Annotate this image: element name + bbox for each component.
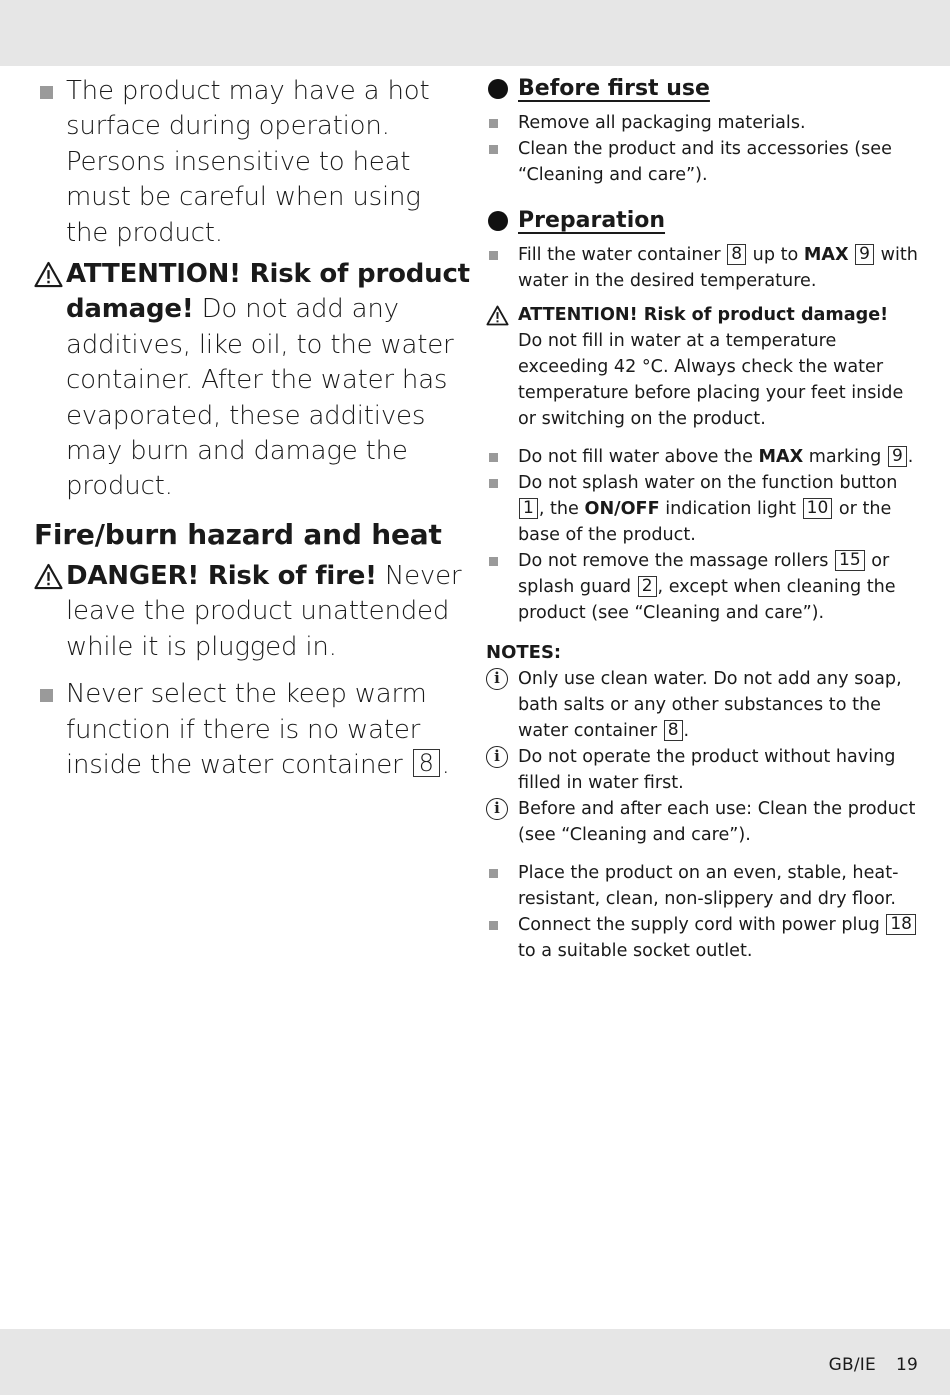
fill-water-item <box>486 242 922 294</box>
list-item-text: Remove all packaging materials. <box>518 113 806 133</box>
on-off-label: ON/OFF <box>584 499 660 519</box>
info-circle-icon: i <box>486 668 508 690</box>
list-item <box>486 110 922 136</box>
text-span: Do not remove the massage rollers <box>518 551 829 571</box>
hot-surface-item <box>34 74 470 251</box>
danger-text: Never leave the product unattended while it is plugged in. <box>66 560 462 662</box>
warning-triangle-icon <box>486 305 509 326</box>
keep-warm-item <box>34 677 470 783</box>
text-span: or the base of the product. <box>518 499 892 545</box>
part-ref-box: 10 <box>803 498 833 519</box>
part-ref-box: 15 <box>835 550 865 571</box>
text-span: Do not operate the product without having filled in water first. <box>518 747 896 793</box>
part-ref-box: 8 <box>413 749 440 777</box>
part-ref-box: 9 <box>855 244 874 265</box>
keep-warm-end: . <box>441 749 450 780</box>
filled-circle-icon <box>488 79 508 99</box>
max-label: MAX <box>803 245 849 265</box>
keep-warm-text: Never select the keep warm function if there is no water inside the water container <box>66 679 427 780</box>
list-item <box>486 444 922 470</box>
danger-heading: DANGER! Risk of fire! <box>66 560 377 591</box>
square-bullet-icon <box>40 86 53 99</box>
before-first-use-section <box>486 74 922 106</box>
part-ref-box: 8 <box>727 244 746 265</box>
note-item <box>486 744 922 796</box>
info-circle-icon: i <box>486 746 508 768</box>
square-bullet-icon <box>489 251 498 260</box>
text-span: to a suitable socket outlet. <box>518 941 753 961</box>
square-bullet-icon <box>489 921 498 930</box>
attention-text: Do not fill in water at a temperature exceeding 42 °C. Always check the water temperature before placing your feet inside or switching on the product. <box>518 331 904 429</box>
danger-block <box>34 559 470 665</box>
list-item <box>486 136 922 188</box>
square-bullet-icon <box>489 453 498 462</box>
list-item-text: Clean the product and its accessories (see “Cleaning and care”). <box>518 139 892 185</box>
text-span: Place the product on an even, stable, heat-resistant, clean, non-slippery and dry floor. <box>518 863 899 909</box>
attention-heading: ATTENTION! Risk of product damage! <box>518 305 889 325</box>
notes-heading: NOTES: <box>486 642 562 663</box>
attention-block <box>486 302 922 432</box>
left-column <box>34 74 470 783</box>
text-span: Before and after each use: Clean the product (see “Cleaning and care”). <box>518 799 916 845</box>
text-span: Only use clean water. Do not add any soap, bath salts or any other substances to the water container <box>518 669 902 741</box>
part-ref-box: 8 <box>664 720 683 741</box>
text-span: or splash guard <box>518 551 890 597</box>
square-bullet-icon <box>489 869 498 878</box>
max-label: MAX <box>758 447 804 467</box>
warning-triangle-icon <box>34 563 63 590</box>
text-span: marking <box>808 447 882 467</box>
info-circle-icon: i <box>486 798 508 820</box>
right-column <box>486 74 922 964</box>
square-bullet-icon <box>489 557 498 566</box>
footer-band <box>0 1329 950 1395</box>
header-band <box>0 0 950 66</box>
filled-circle-icon <box>488 211 508 231</box>
attention-text: Do not add any additives, like oil, to the water container. After the water has evaporated, these additives may burn and damage the product. <box>66 294 454 502</box>
hot-surface-text: The product may have a hot surface during operation. Persons insensitive to heat must be careful when using the product. <box>66 76 430 248</box>
part-ref-box: 2 <box>638 576 657 597</box>
attention-heading: ATTENTION! Risk of product damage! <box>66 259 470 325</box>
fire-hazard-heading: Fire/burn hazard and heat <box>34 517 442 551</box>
square-bullet-icon <box>40 689 53 702</box>
text-span: indication light <box>665 499 797 519</box>
text-span: with water in the desired temperature. <box>518 245 918 291</box>
square-bullet-icon <box>489 145 498 154</box>
text-span: Connect the supply cord with power plug <box>518 915 880 935</box>
list-item <box>486 860 922 912</box>
text-span: . <box>683 721 690 741</box>
text-span: . <box>907 447 914 467</box>
before-first-use-title: Before first use <box>518 76 710 101</box>
page-footer <box>829 1355 918 1375</box>
text-span: Do not splash water on the function button <box>518 473 898 493</box>
text-span: Fill the water container <box>518 245 721 265</box>
list-item <box>486 470 922 548</box>
note-item <box>486 796 922 848</box>
text-span: Do not fill water above the <box>518 447 753 467</box>
warning-triangle-icon <box>34 261 63 288</box>
page-number: 19 <box>895 1355 918 1375</box>
list-item <box>486 912 922 964</box>
square-bullet-icon <box>489 119 498 128</box>
language-code: GB/IE <box>828 1355 876 1375</box>
part-ref-box: 9 <box>888 446 907 467</box>
text-span: up to <box>752 245 799 265</box>
square-bullet-icon <box>489 479 498 488</box>
text-span: , the <box>538 499 579 519</box>
preparation-section <box>486 206 922 238</box>
list-item <box>486 548 922 626</box>
text-span: , except when cleaning the product (see “Cleaning and care”). <box>518 577 896 623</box>
preparation-title: Preparation <box>518 208 666 233</box>
part-ref-box: 1 <box>519 498 538 519</box>
attention-block <box>34 257 470 505</box>
note-item <box>486 666 922 744</box>
part-ref-box: 18 <box>886 914 916 935</box>
